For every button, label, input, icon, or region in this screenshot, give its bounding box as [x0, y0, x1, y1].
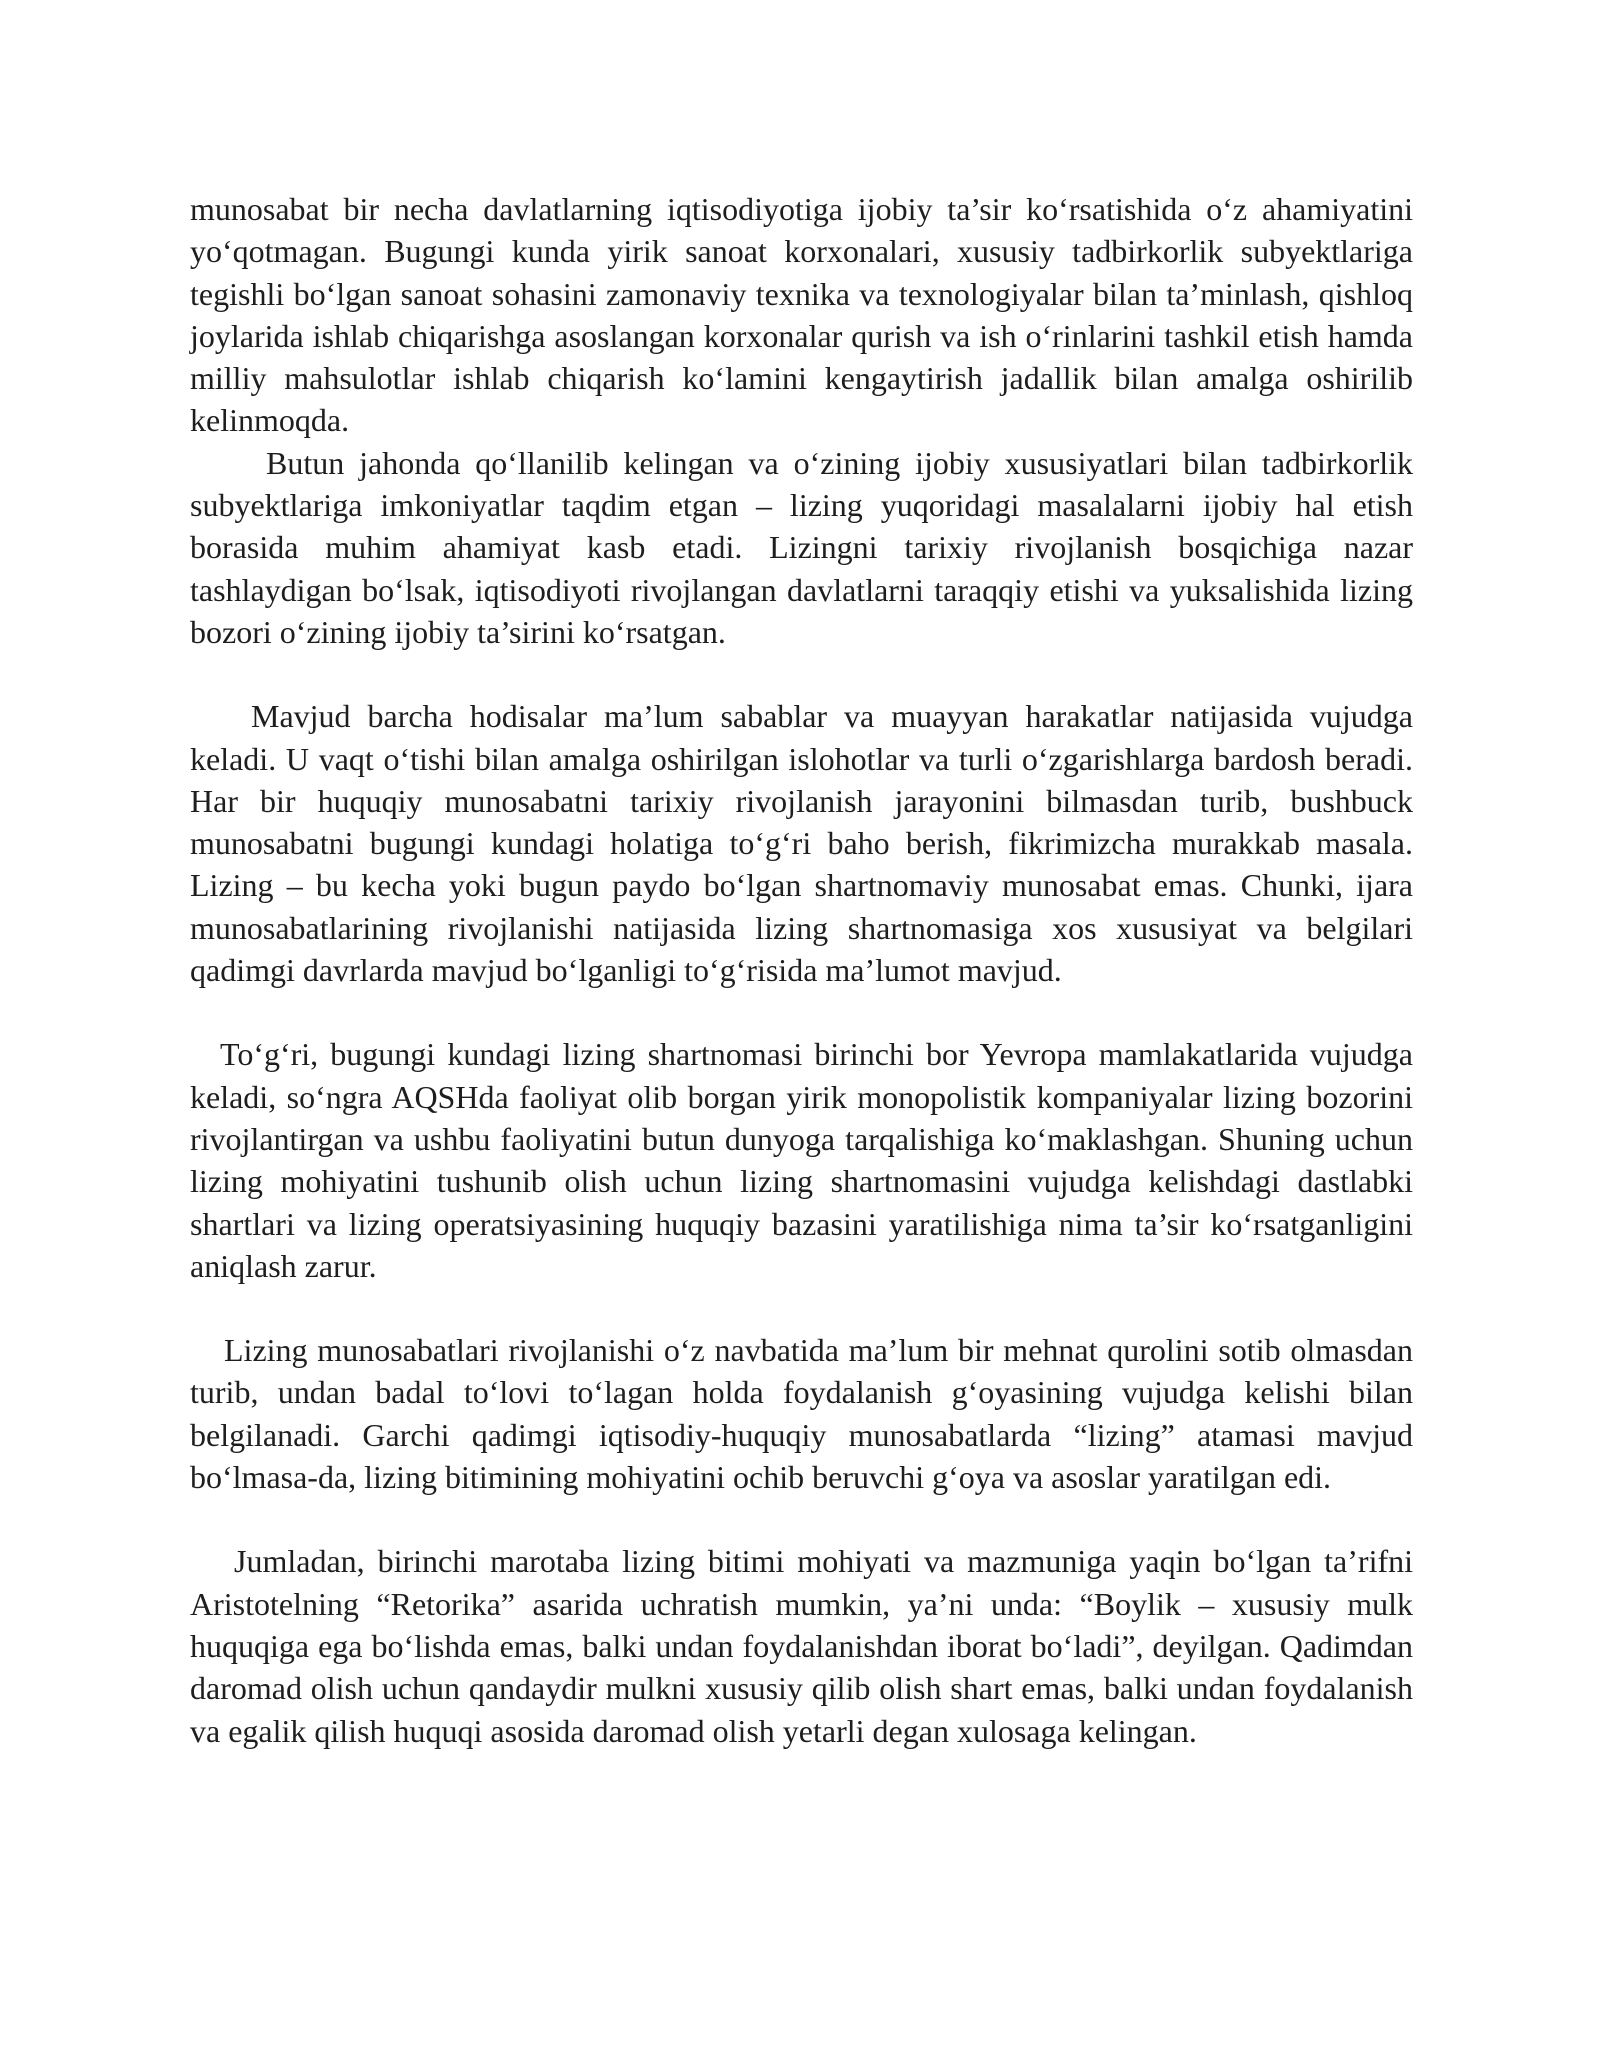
paragraph-4: To‘g‘ri, bugungi kundagi lizing shartnomasi birinchi bor Yevropa mamlakatlarida vujudga keladi, so‘ngra AQSHda faoliyat olib borgan yirik monopolistik kompaniyalar lizing bozorini rivojlantirgan va ushbu faoliyatini butun dunyoga tarqalishiga ko‘maklashgan. Shuning uchun lizing mohiyatini tushunib olish uchun lizing shartnomasini vujudga kelishdagi dastlabki shartlari va lizing operatsiyasining huquqiy bazasini yaratilishiga nima ta’sir ko‘rsatganligini aniqlash zarur. [190, 1036, 1413, 1284]
body-text [190, 188, 1413, 1752]
paragraph-1: munosabat bir necha davlatlarning iqtisodiyotiga ijobiy ta’sir ko‘rsatishida o‘z ahamiyatini yo‘qotmagan. Bugungi kunda yirik sanoat korxonalari, xususiy tadbirkorlik subyektlariga tegishli bo‘lgan sanoat sohasini zamonaviy texnika va texnologiyalar bilan ta’minlash, qishloq joylarida ishlab chiqarishga asoslangan korxonalar qurish va ish o‘rinlarini tashkil etish hamda milliy mahsulotlar ishlab chiqarish ko‘lamini kengaytirish jadallik bilan amalga oshirilib kelinmoqda. [190, 191, 1413, 439]
paragraph-5: Lizing munosabatlari rivojlanishi o‘z navbatida ma’lum bir mehnat qurolini sotib olmasdan turib, undan badal to‘lovi to‘lagan holda foydalanish g‘oyasining vujudga kelishi bilan belgilanadi. Garchi qadimgi iqtisodiy-huquqiy munosabatlarda “lizing” atamasi mavjud bo‘lmasa-da, lizing bitimining mohiyatini ochib beruvchi g‘oya va asoslar yaratilgan edi. [190, 1332, 1413, 1496]
paragraph-3: Mavjud barcha hodisalar ma’lum sabablar va muayyan harakatlar natijasida vujudga keladi. U vaqt o‘tishi bilan amalga oshirilgan islohotlar va turli o‘zgarishlarga bardosh beradi. Har bir huquqiy munosabatni tarixiy rivojlanish jarayonini bilmasdan turib, bushbuck munosabatni bugungi kundagi holatiga to‘g‘ri baho berish, fikrimizcha murakkab masala. Lizing – bu kecha yoki bugun paydo bo‘lgan shartnomaviy munosabat emas. Chunki, ijara munosabatlarining rivojlanishi natijasida lizing shartnomasiga xos xususiyat va belgilari qadimgi davrlarda mavjud bo‘lganligi to‘g‘risida ma’lumot mavjud. [190, 698, 1413, 989]
paragraph-2: Butun jahonda qo‘llanilib kelingan va o‘zining ijobiy xususiyatlari bilan tadbirkorlik subyektlariga imkoniyatlar taqdim etgan – lizing yuqoridagi masalalarni ijobiy hal etish borasida muhim ahamiyat kasb etadi. Lizingni tarixiy rivojlanish bosqichiga nazar tashlaydigan bo‘lsak, iqtisodiyoti rivojlangan davlatlarni taraqqiy etishi va yuksalishida lizing bozori o‘zining ijobiy ta’sirini ko‘rsatgan. [190, 444, 1413, 650]
paragraph-6: Jumladan, birinchi marotaba lizing bitimi mohiyati va mazmuniga yaqin bo‘lgan ta’rifni Aristotelning “Retorika” asarida uchratish mumkin, ya’ni unda: “Boylik – xususiy mulk huquqiga ega bo‘lishda emas, balki undan foydalanishdan iborat bo‘ladi”, deyilgan. Qadimdan daromad olish uchun qandaydir mulkni xususiy qilib olish shart emas, balki undan foydalanish va egalik qilish huquqi asosida daromad olish yetarli degan xulosaga kelingan. [190, 1543, 1413, 1749]
